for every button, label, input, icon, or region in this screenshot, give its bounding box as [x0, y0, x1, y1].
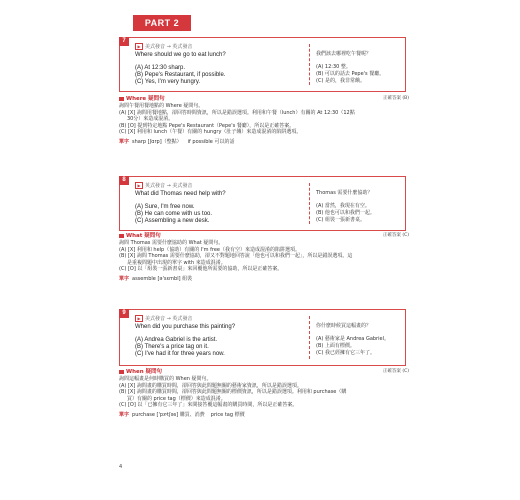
dashed-divider	[309, 44, 310, 85]
zh-option-b: (B) 他也可以和我們一起。	[316, 210, 375, 216]
vocab-item: price tag 標價	[210, 411, 245, 418]
part-label: PART 2	[133, 15, 191, 31]
vocab-item: if possible 可以的話	[187, 138, 235, 145]
zh-options	[316, 203, 401, 224]
options	[135, 65, 295, 86]
bullet-icon	[119, 234, 124, 238]
option-b: (B) There's a price tag on it.	[135, 344, 209, 350]
explanation-line: (A) [X] 詢問用餐地點，卻回答時間資訊，所以是錯誤選項。利用和午餐（lunch）有關的 At 12:30（12點	[119, 109, 355, 116]
zh-option-a: (A) 當然，我現在有空。	[316, 203, 370, 209]
option-b: (B) Pepe's Restaurant, if possible.	[135, 72, 226, 78]
vocabulary	[119, 276, 409, 283]
speaker-icon: ▶	[135, 315, 143, 322]
accent-label: 美式發音 → 英式發音	[145, 315, 193, 322]
vocab-item: sharp [ʃɑrp]（整點）	[132, 138, 182, 145]
explanation-line: (A) [X] 利用和 help（協助）有關的 I'm free（我有空）來造成混淆的陷阱選項。	[119, 246, 300, 253]
question-chinese	[316, 314, 401, 357]
question-chinese	[316, 181, 401, 224]
page-number: 4	[119, 464, 123, 470]
question-english	[135, 181, 295, 225]
answer-label: 正確答案 (C)	[382, 232, 409, 238]
option-c: (C) Yes, I'm very hungry.	[135, 79, 201, 85]
question-number: 7	[119, 37, 129, 46]
question-number: 8	[119, 176, 129, 185]
explanation-line: (B) [O] 提到特定地點 Pepe's Restaurant（Pepe's 餐廳），所以是正確答案。	[119, 122, 295, 129]
explanation-8	[119, 232, 409, 283]
vocabulary	[119, 139, 409, 146]
option-a: (A) Andrea Gabriel is the artist.	[135, 337, 218, 343]
question-english	[135, 42, 295, 86]
explanation-line: 買）有關的 price tag（標價）來造成混淆。	[119, 395, 226, 402]
option-c: (C) I've had it for three years now.	[135, 351, 225, 357]
answer-label: 正確答案 (C)	[382, 368, 409, 374]
explanation-header	[119, 368, 409, 376]
explanation-line: (A) [X] 詢問畫的購買時間，卻回答與此問題無關的藝術家資訊，所以是錯誤選項。	[119, 382, 302, 389]
zh-options	[316, 64, 401, 85]
explanation-title	[119, 369, 162, 376]
explanation-7	[119, 95, 409, 146]
zh-option-a: (A) 12:30 整。	[316, 64, 351, 70]
explanation-line: 是重複問題中出現的單字 with 來造成混淆。	[119, 259, 226, 266]
vocabulary	[119, 412, 409, 419]
accent-line	[135, 181, 295, 189]
option-b: (B) He can come with us too.	[135, 211, 213, 217]
question-chinese	[316, 42, 401, 85]
explanation-title	[119, 96, 165, 103]
question-box-7	[119, 37, 406, 92]
explanation-line: 詢問午餐用餐地點的 Where 疑問句。	[119, 103, 204, 109]
explanation-line: 30分）來造成混淆。	[119, 116, 174, 123]
zh-option-c: (C) 組裝一張新書桌。	[316, 217, 365, 223]
explanation-title-text: When 疑問句	[126, 368, 163, 375]
accent-line	[135, 314, 295, 322]
zh-question: Thomas 需要什麼協助？	[316, 190, 373, 196]
question-box-9	[119, 309, 406, 366]
question-english	[135, 314, 295, 358]
dashed-divider	[309, 316, 310, 359]
question-text: Where should we go to eat lunch?	[135, 52, 226, 58]
explanation-9	[119, 368, 409, 419]
option-a: (A) Sure, I'm free now.	[135, 204, 195, 210]
vocab-label: 單字	[119, 138, 130, 145]
vocab-item: assemble [ə'sɛmbl] 組裝	[132, 275, 193, 282]
answer-label: 正確答案 (B)	[382, 95, 409, 101]
speaker-icon: ▶	[135, 43, 143, 50]
explanation-line: 詢問這幅畫是何時購買的 When 疑問句。	[119, 376, 212, 382]
accent-label: 英式發音 → 美式發音	[145, 182, 193, 189]
accent-label: 美式發音 → 英式發音	[145, 43, 193, 50]
speaker-icon: ▶	[135, 182, 143, 189]
explanation-header	[119, 95, 409, 103]
options	[135, 337, 295, 358]
explanation-line: (B) [X] 詢問 Thomas 需要什麼協助，卻又不對題地回答說「他也可以和我們一起」，所以是錯誤選項。這	[119, 253, 353, 260]
question-number: 9	[119, 309, 129, 318]
explanation-line: (B) [X] 詢問畫的購買時間，卻回答與此問題無關的標價資訊，所以是錯誤選項。利用和 purchase（購	[119, 389, 347, 396]
zh-option-c: (C) 我已經擁有它三年了。	[316, 350, 375, 356]
explanation-title	[119, 233, 161, 240]
question-box-8	[119, 176, 406, 231]
explanation-line: (C) [O] 以「已擁有它三年了」來間接答覆這幅畫的購買時間，所以是正確答案。	[119, 402, 298, 409]
zh-option-c: (C) 是的，我非常餓。	[316, 78, 365, 84]
options	[135, 204, 295, 225]
zh-question: 我們該去哪裡吃午餐呢？	[316, 51, 372, 57]
question-text: What did Thomas need help with?	[135, 191, 226, 197]
bullet-icon	[119, 97, 124, 101]
zh-question: 你什麼時候買這幅畫的？	[316, 323, 372, 329]
option-c: (C) Assembling a new desk.	[135, 218, 210, 224]
vocab-label: 單字	[119, 275, 130, 282]
explanation-title-text: Where 疑問句	[126, 95, 165, 102]
accent-line	[135, 42, 295, 50]
zh-option-b: (B) 可以的話去 Pepe's 餐廳。	[316, 71, 385, 77]
explanation-line: 詢問 Thomas 需要什麼協助的 What 疑問句。	[119, 240, 224, 246]
explanation-header	[119, 232, 409, 240]
vocab-label: 單字	[119, 411, 130, 418]
explanation-title-text: What 疑問句	[126, 232, 161, 239]
zh-option-a: (A) 藝術家是 Andrea Gabriel。	[316, 336, 389, 342]
explanation-line: (C) [O] 以「組裝一張新書桌」來回覆他所需要的協助，所以是正確答案。	[119, 266, 283, 273]
explanation-line: (C) [X] 利用和 lunch（午餐）有關的 hungry（肚子餓）來造成混淆的陷阱選項。	[119, 129, 302, 136]
option-a: (A) At 12:30 sharp.	[135, 65, 186, 71]
vocab-item: purchase ['pɝtʃəs] 購買、消費	[132, 411, 205, 418]
dashed-divider	[309, 183, 310, 224]
zh-options	[316, 336, 401, 357]
zh-option-b: (B) 上面有標價。	[316, 343, 355, 349]
bullet-icon	[119, 370, 124, 374]
question-text: When did you purchase this painting?	[135, 324, 236, 330]
